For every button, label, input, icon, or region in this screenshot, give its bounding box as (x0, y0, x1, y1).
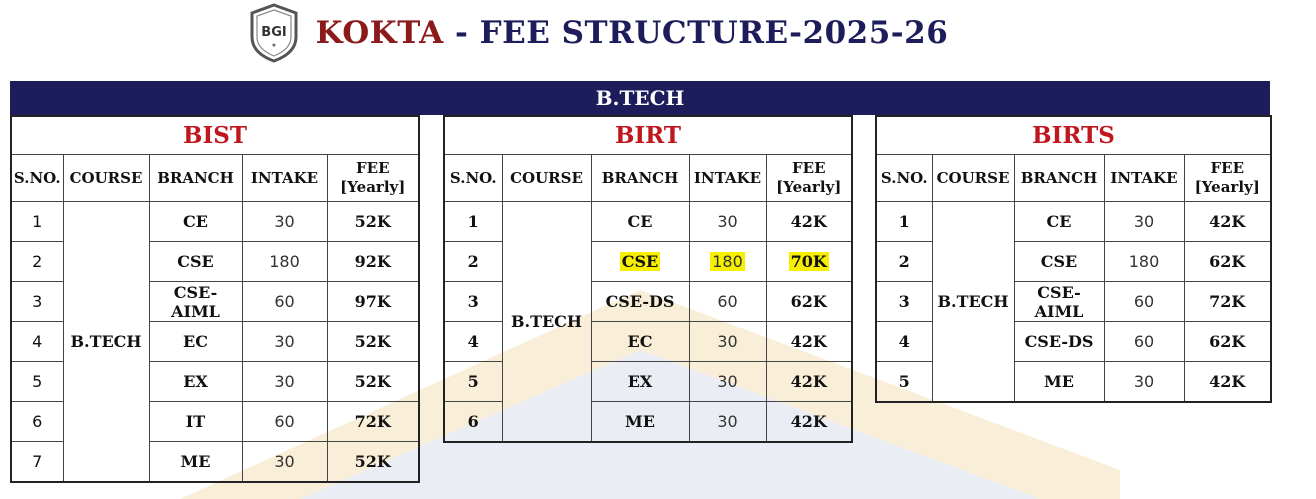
row-branch: EX (149, 362, 242, 402)
header-row (876, 155, 1271, 202)
row-fee: 72K (1184, 282, 1271, 322)
row-intake: 30 (689, 402, 766, 443)
col-header-branch: BRANCH (149, 155, 242, 202)
row-fee: 97K (327, 282, 419, 322)
row-intake: 30 (242, 322, 327, 362)
row-fee: 42K (1184, 362, 1271, 403)
col-header-branch: BRANCH (591, 155, 689, 202)
row-fee: 62K (1184, 322, 1271, 362)
header-row (444, 155, 852, 202)
row-branch: EC (149, 322, 242, 362)
row-intake: 60 (1104, 322, 1184, 362)
row-sno: 5 (444, 362, 502, 402)
fee-table-bist (10, 115, 420, 483)
institute-name: BIRTS (876, 116, 1271, 155)
page-title (316, 15, 949, 51)
row-branch (591, 242, 689, 282)
page-header (0, 0, 1316, 66)
fee-block-birt (443, 115, 853, 443)
fee-block-birts (875, 115, 1272, 403)
row-sno: 1 (876, 202, 932, 242)
institute-row (876, 116, 1271, 155)
row-sno: 2 (876, 242, 932, 282)
row-sno: 4 (876, 322, 932, 362)
header-row (11, 155, 419, 202)
row-intake: 30 (242, 442, 327, 483)
row-branch: CSE-DS (591, 282, 689, 322)
row-branch: EC (591, 322, 689, 362)
fee-table-birt (443, 115, 853, 443)
institute-name: BIST (11, 116, 419, 155)
row-fee (766, 242, 852, 282)
row-sno: 4 (11, 322, 63, 362)
fee-header-line2: [Yearly] (340, 178, 406, 196)
col-header-course: COURSE (932, 155, 1014, 202)
row-fee-highlight: 70K (790, 252, 827, 271)
row-fee: 42K (766, 362, 852, 402)
table-row (11, 202, 419, 242)
row-branch: CE (1014, 202, 1104, 242)
row-fee: 52K (327, 202, 419, 242)
fee-header-line1: FEE (791, 159, 826, 177)
col-header-sno: S.NO. (444, 155, 502, 202)
row-branch: CE (149, 202, 242, 242)
institute-name: BIRT (444, 116, 852, 155)
row-course: B.TECH (502, 202, 591, 443)
row-fee: 52K (327, 442, 419, 483)
row-intake (689, 242, 766, 282)
row-fee: 92K (327, 242, 419, 282)
row-branch: CSE-AIML (1014, 282, 1104, 322)
row-branch: CSE-AIML (149, 282, 242, 322)
row-fee: 42K (766, 402, 852, 443)
row-branch: ME (149, 442, 242, 483)
col-header-sno: S.NO. (876, 155, 932, 202)
row-sno: 5 (876, 362, 932, 403)
row-sno: 2 (11, 242, 63, 282)
row-sno: 3 (11, 282, 63, 322)
row-branch: ME (591, 402, 689, 443)
row-intake: 180 (1104, 242, 1184, 282)
col-header-fee (766, 155, 852, 202)
fee-header-line1: FEE (355, 159, 390, 177)
row-fee: 42K (1184, 202, 1271, 242)
row-course: B.TECH (63, 202, 149, 483)
row-intake: 180 (242, 242, 327, 282)
row-fee: 52K (327, 362, 419, 402)
row-intake: 30 (689, 322, 766, 362)
institute-row (444, 116, 852, 155)
row-sno: 5 (11, 362, 63, 402)
col-header-course: COURSE (502, 155, 591, 202)
institute-row (11, 116, 419, 155)
row-branch: IT (149, 402, 242, 442)
row-fee: 42K (766, 322, 852, 362)
col-header-fee (327, 155, 419, 202)
row-intake: 30 (1104, 202, 1184, 242)
row-branch: CE (591, 202, 689, 242)
bgi-logo (248, 3, 300, 63)
course-band: B.TECH (10, 81, 1270, 115)
row-branch: CSE (149, 242, 242, 282)
col-header-intake: INTAKE (1104, 155, 1184, 202)
title-kokta: KOKTA (315, 15, 444, 51)
row-sno: 3 (876, 282, 932, 322)
row-branch: CSE (1014, 242, 1104, 282)
logo-text: BGI (260, 25, 287, 40)
col-header-branch: BRANCH (1014, 155, 1104, 202)
row-branch: ME (1014, 362, 1104, 403)
row-intake: 30 (242, 362, 327, 402)
col-header-fee (1184, 155, 1271, 202)
col-header-intake: INTAKE (689, 155, 766, 202)
col-header-sno: S.NO. (11, 155, 63, 202)
row-sno: 4 (444, 322, 502, 362)
row-intake: 60 (242, 402, 327, 442)
row-intake: 30 (689, 362, 766, 402)
fee-table-birts (875, 115, 1272, 403)
row-branch: CSE-DS (1014, 322, 1104, 362)
row-sno: 7 (11, 442, 63, 483)
row-course: B.TECH (932, 202, 1014, 403)
row-sno: 2 (444, 242, 502, 282)
row-intake: 30 (689, 202, 766, 242)
row-intake: 60 (689, 282, 766, 322)
svg-text:★: ★ (270, 42, 277, 49)
row-intake-highlight: 180 (712, 252, 743, 271)
table-row (444, 202, 852, 242)
row-branch-highlight: CSE (621, 252, 659, 271)
title-rest: - FEE STRUCTURE-2025-26 (443, 15, 949, 51)
col-header-intake: INTAKE (242, 155, 327, 202)
row-fee: 72K (327, 402, 419, 442)
fee-header-line2: [Yearly] (776, 178, 842, 196)
row-sno: 1 (11, 202, 63, 242)
row-branch: EX (591, 362, 689, 402)
row-fee: 52K (327, 322, 419, 362)
row-intake: 60 (242, 282, 327, 322)
row-fee: 62K (1184, 242, 1271, 282)
row-intake: 60 (1104, 282, 1184, 322)
fee-header-line2: [Yearly] (1194, 178, 1260, 196)
col-header-course: COURSE (63, 155, 149, 202)
table-row (876, 202, 1271, 242)
fee-block-bist (10, 115, 420, 483)
row-sno: 6 (11, 402, 63, 442)
row-intake: 30 (242, 202, 327, 242)
row-sno: 6 (444, 402, 502, 443)
row-intake: 30 (1104, 362, 1184, 403)
fee-header-line1: FEE (1210, 159, 1244, 177)
row-sno: 1 (444, 202, 502, 242)
row-fee: 42K (766, 202, 852, 242)
row-sno: 3 (444, 282, 502, 322)
row-fee: 62K (766, 282, 852, 322)
